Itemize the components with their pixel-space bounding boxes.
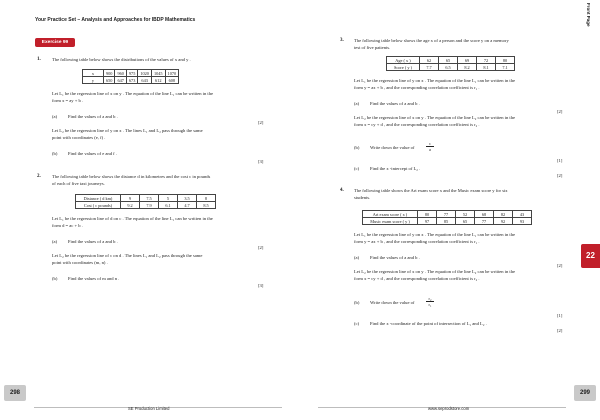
q1-a-text: Find the values of a and b . (68, 114, 118, 119)
q1-intro: The following table below shows the distributions of the values of x and y . (52, 57, 191, 62)
q4-b-marks: [1] (557, 313, 563, 318)
q4-c-marks: [2] (557, 328, 563, 333)
q3-intro-2: test of five patients. (354, 45, 391, 50)
publisher-name: SE Production Limited (128, 406, 170, 411)
q4-table (362, 210, 532, 225)
q3-table (386, 56, 515, 71)
q2-text-3: Let L₂ be the regression line of c on d . The lines L₁ and L₂ pass through the same (52, 253, 203, 258)
table-cell: 82 (494, 211, 513, 218)
q3-c-label: (c) (354, 166, 360, 171)
q4-a-marks: [2] (557, 263, 563, 268)
table-cell: 6.5 (439, 64, 458, 71)
table-cell: 900 (104, 70, 115, 77)
table-row (363, 218, 532, 225)
q4-text-3: Let L₂ be the regression line of x on y . The equation of the line L₂ can be written in the (354, 269, 516, 274)
chapter-number: 22 (586, 251, 595, 260)
table-cell: 1045 (151, 70, 165, 77)
table-cell: 93 (513, 218, 532, 225)
table-cell: 65 (456, 218, 475, 225)
q4-a-label: (a) (354, 255, 360, 260)
q2-intro-2: of each of five taxi journeys. (52, 181, 105, 186)
table-cell: 77 (437, 211, 456, 218)
q3-c-marks: [2] (557, 173, 563, 178)
table-row (83, 70, 179, 77)
table-cell: 1020 (138, 70, 152, 77)
q1-a-label: (a) (52, 114, 58, 119)
q2-a-text: Find the values of a and b . (68, 239, 118, 244)
q4-text-4: form x = cy + d , and the corresponding correlation coefficient is r₂ . (354, 276, 480, 281)
page-number-right-text: 299 (579, 390, 590, 396)
table-cell: 9 (121, 195, 140, 202)
table-cell: 69 (458, 57, 477, 64)
table-cell: 92 (494, 218, 513, 225)
table-cell: Score ( y ) (387, 64, 420, 71)
table-cell: 1070 (165, 70, 179, 77)
table-cell: Distance ( d km) (76, 195, 121, 202)
q4-b-fraction (426, 296, 434, 307)
table-cell: 4.7 (178, 202, 197, 209)
q3-text-1: Let L₁ be the regression line of y on x . The equation of the line L₁ can be written in the (354, 78, 516, 83)
table-cell: 650 (104, 77, 115, 84)
table-cell: 7.7 (420, 64, 439, 71)
q3-c-text: Find the x -intercept of L₂ . (370, 166, 421, 171)
table-cell: 6.1 (159, 202, 178, 209)
fraction-numerator: r₂ (426, 296, 434, 302)
table-cell: x (83, 70, 104, 77)
q4-a-text: Find the values of a and b . (370, 255, 420, 260)
fraction-numerator: c (426, 141, 434, 147)
q3-b-marks: [1] (557, 158, 563, 163)
page-number-left-text: 298 (9, 390, 20, 396)
fraction-denominator: r₁ (428, 302, 432, 307)
table-cell: Cost ( c pounds) (76, 202, 121, 209)
exercise-badge (35, 38, 75, 47)
table-cell: Art exam score ( x ) (363, 211, 418, 218)
table-cell: 65 (439, 57, 458, 64)
q4-text-1: Let L₁ be the regression line of y on x . The equation of the line L₁ can be written in the (354, 232, 516, 237)
q2-b-label: (b) (52, 276, 58, 281)
page-header-title: Your Practice Set – Analysis and Approaches for IBDP Mathematics (35, 17, 196, 23)
q2-text-1: Let L₁ be the regression line of d on c . The equation of the line L₁ can be written in the (52, 216, 213, 221)
q2-a-marks: [2] (258, 245, 264, 250)
q1-text-2: form x = ay + b . (52, 98, 84, 103)
q3-a-label: (a) (354, 101, 360, 106)
table-cell: 647 (115, 77, 126, 84)
q3-b-label: (b) (354, 145, 360, 150)
q1-b-marks: [3] (258, 159, 264, 164)
table-row (76, 195, 216, 202)
q4-b-label: (b) (354, 300, 360, 305)
q3-intro-1: The following table below shows the age x of a person and the score y on a memory (354, 38, 509, 43)
publisher-website: www.seprodstore.com (428, 406, 470, 411)
table-cell: 7.1 (496, 64, 515, 71)
page-number-right (574, 385, 596, 401)
table-cell: y (83, 77, 104, 84)
table-cell: 8 (197, 195, 216, 202)
table-cell: 673 (126, 77, 137, 84)
table-cell: 85 (437, 218, 456, 225)
q4-text-2: form y = ax + b , and the corresponding correlation coefficient is r₁ . (354, 239, 480, 244)
q2-b-marks: [3] (258, 283, 264, 288)
q2-text-2: form d = ac + b . (52, 223, 83, 228)
q2-b-text: Find the values of m and n . (68, 276, 120, 281)
table-cell: 643 (138, 77, 152, 84)
q1-text-1: Let L₁ be the regression line of x on y . The equation of the line L₁ can be written in the (52, 91, 214, 96)
table-cell: 80 (418, 211, 437, 218)
q4-c-text: Find the x -coordinate of the point of intersection of L₁ and L₂ . (370, 321, 487, 326)
q1-b-text: Find the values of e and f . (68, 151, 117, 156)
table-cell: 52 (456, 211, 475, 218)
q3-a-marks: [2] (557, 109, 563, 114)
q3-b-text: Write down the value of (370, 145, 415, 150)
table-row (76, 202, 216, 209)
front-page-label: Front Page (586, 3, 591, 27)
table-row (363, 211, 532, 218)
table-cell: 9.2 (121, 202, 140, 209)
table-cell: 72 (477, 57, 496, 64)
table-cell: 5 (159, 195, 178, 202)
q4-number: 4. (340, 188, 344, 193)
table-cell: 68 (475, 211, 494, 218)
table-cell: 43 (513, 211, 532, 218)
table-cell: Music exam score ( y ) (363, 218, 418, 225)
q2-table (75, 194, 216, 209)
table-cell: 3.5 (178, 195, 197, 202)
q4-b-text: Write down the value of (370, 300, 415, 305)
table-cell: Age ( x ) (387, 57, 420, 64)
page-number-left (4, 385, 26, 401)
table-cell: 960 (115, 70, 126, 77)
q2-text-4: point with coordinates (m, n) . (52, 260, 108, 265)
table-row (83, 77, 179, 84)
q3-text-4: form x = cy + d , and the corresponding correlation coefficient is r₂ . (354, 122, 480, 127)
table-cell: 975 (126, 70, 137, 77)
table-cell: 8.5 (197, 202, 216, 209)
q2-a-label: (a) (52, 239, 58, 244)
q2-intro-1: The following table below shows the distance d in kilometres and the cost c in pounds (52, 174, 211, 179)
table-cell: 612 (151, 77, 165, 84)
q1-text-3: Let L₂ be the regression line of y on x . The lines L₁ and L₂ pass through the same (52, 128, 203, 133)
q3-text-3: Let L₂ be the regression line of x on y . The equation of the line L₂ can be written in the (354, 115, 516, 120)
q3-b-fraction (426, 141, 434, 152)
q1-text-4: point with coordinates (e, f) . (52, 135, 106, 140)
table-cell: 77 (475, 218, 494, 225)
table-cell: 7.9 (140, 202, 159, 209)
q1-number: 1. (37, 57, 41, 62)
table-cell: 80 (496, 57, 515, 64)
q1-table (82, 69, 179, 84)
table-cell: 7.5 (140, 195, 159, 202)
q1-a-marks: [2] (258, 120, 264, 125)
table-row (387, 64, 515, 71)
table-cell: 608 (165, 77, 179, 84)
fraction-denominator: a (429, 147, 431, 152)
q4-intro-1: The following table shows the Art exam score x and the Music exam score y for six (354, 188, 508, 193)
table-cell: 62 (420, 57, 439, 64)
table-cell: 8.1 (477, 64, 496, 71)
exercise-label: Exercise 99 (41, 40, 69, 45)
q3-a-text: Find the values of a and b . (370, 101, 420, 106)
table-cell: 8.2 (458, 64, 477, 71)
q4-c-label: (c) (354, 321, 360, 326)
q2-number: 2. (37, 174, 41, 179)
table-cell: 97 (418, 218, 437, 225)
q4-intro-2: students. (354, 195, 371, 200)
q3-number: 3. (340, 38, 344, 43)
chapter-tab (581, 244, 600, 268)
table-row (387, 57, 515, 64)
q1-b-label: (b) (52, 151, 58, 156)
q3-text-2: form y = ax + b , and the corresponding correlation coefficient is r₁ . (354, 85, 480, 90)
